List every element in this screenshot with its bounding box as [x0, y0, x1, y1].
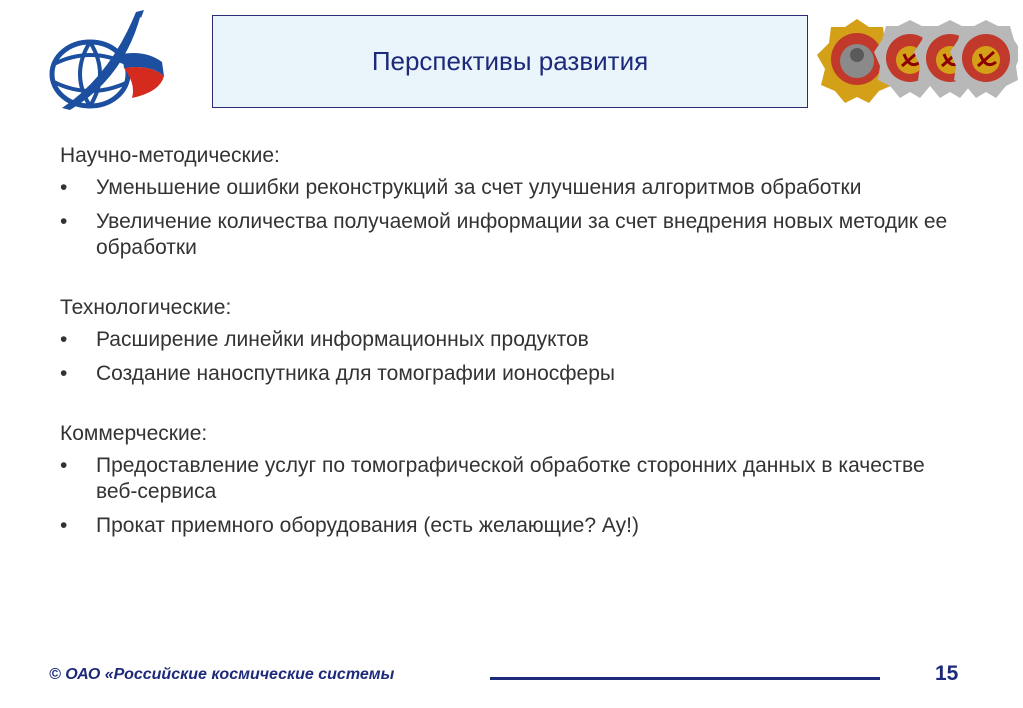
bullet-text: Увеличение количества получаемой информации за счет внедрения новых методик ее обработки [96, 210, 948, 259]
bullet-mark: • [60, 328, 68, 351]
slide-content [60, 143, 960, 573]
footer-divider [490, 677, 880, 680]
bullet-text: Создание наноспутника для томографии ионосферы [96, 362, 615, 385]
bullet-item [60, 513, 960, 539]
section-technological [60, 295, 960, 387]
bullet-list [60, 453, 960, 539]
bullet-list [60, 175, 960, 261]
bullet-text: Расширение линейки информационных продуктов [96, 328, 589, 351]
bullet-item [60, 361, 960, 387]
bullet-list [60, 327, 960, 387]
bullet-text: Прокат приемного оборудования (есть желающие? Ау!) [96, 514, 639, 537]
bullet-mark: • [60, 514, 68, 537]
bullet-text: Уменьшение ошибки реконструкций за счет улучшения алгоритмов обработки [96, 176, 862, 199]
slide-title: Перспективы развития [371, 46, 649, 76]
bullet-item [60, 209, 960, 261]
rocket-globe-logo-icon [40, 6, 175, 114]
section-heading: Научно-методические: [60, 144, 280, 167]
soviet-orders [812, 14, 1018, 104]
section-heading: Коммерческие: [60, 422, 208, 445]
section-commercial [60, 421, 960, 539]
bullet-item [60, 453, 960, 505]
soviet-orders-icon [812, 14, 1018, 104]
company-logo [40, 6, 175, 114]
bullet-mark: • [60, 454, 68, 477]
section-scientific [60, 143, 960, 261]
bullet-mark: • [60, 176, 68, 199]
bullet-text: Предоставление услуг по томографической обработке сторонних данных в качестве веб-сервиса [96, 454, 925, 503]
footer-copyright: © ОАО «Российские космические системы [49, 666, 395, 683]
section-heading: Технологические: [60, 296, 232, 319]
bullet-item [60, 175, 960, 201]
bullet-item [60, 327, 960, 353]
bullet-mark: • [60, 362, 68, 385]
bullet-mark: • [60, 210, 68, 233]
title-box [212, 15, 808, 108]
page-number: 15 [935, 662, 959, 685]
